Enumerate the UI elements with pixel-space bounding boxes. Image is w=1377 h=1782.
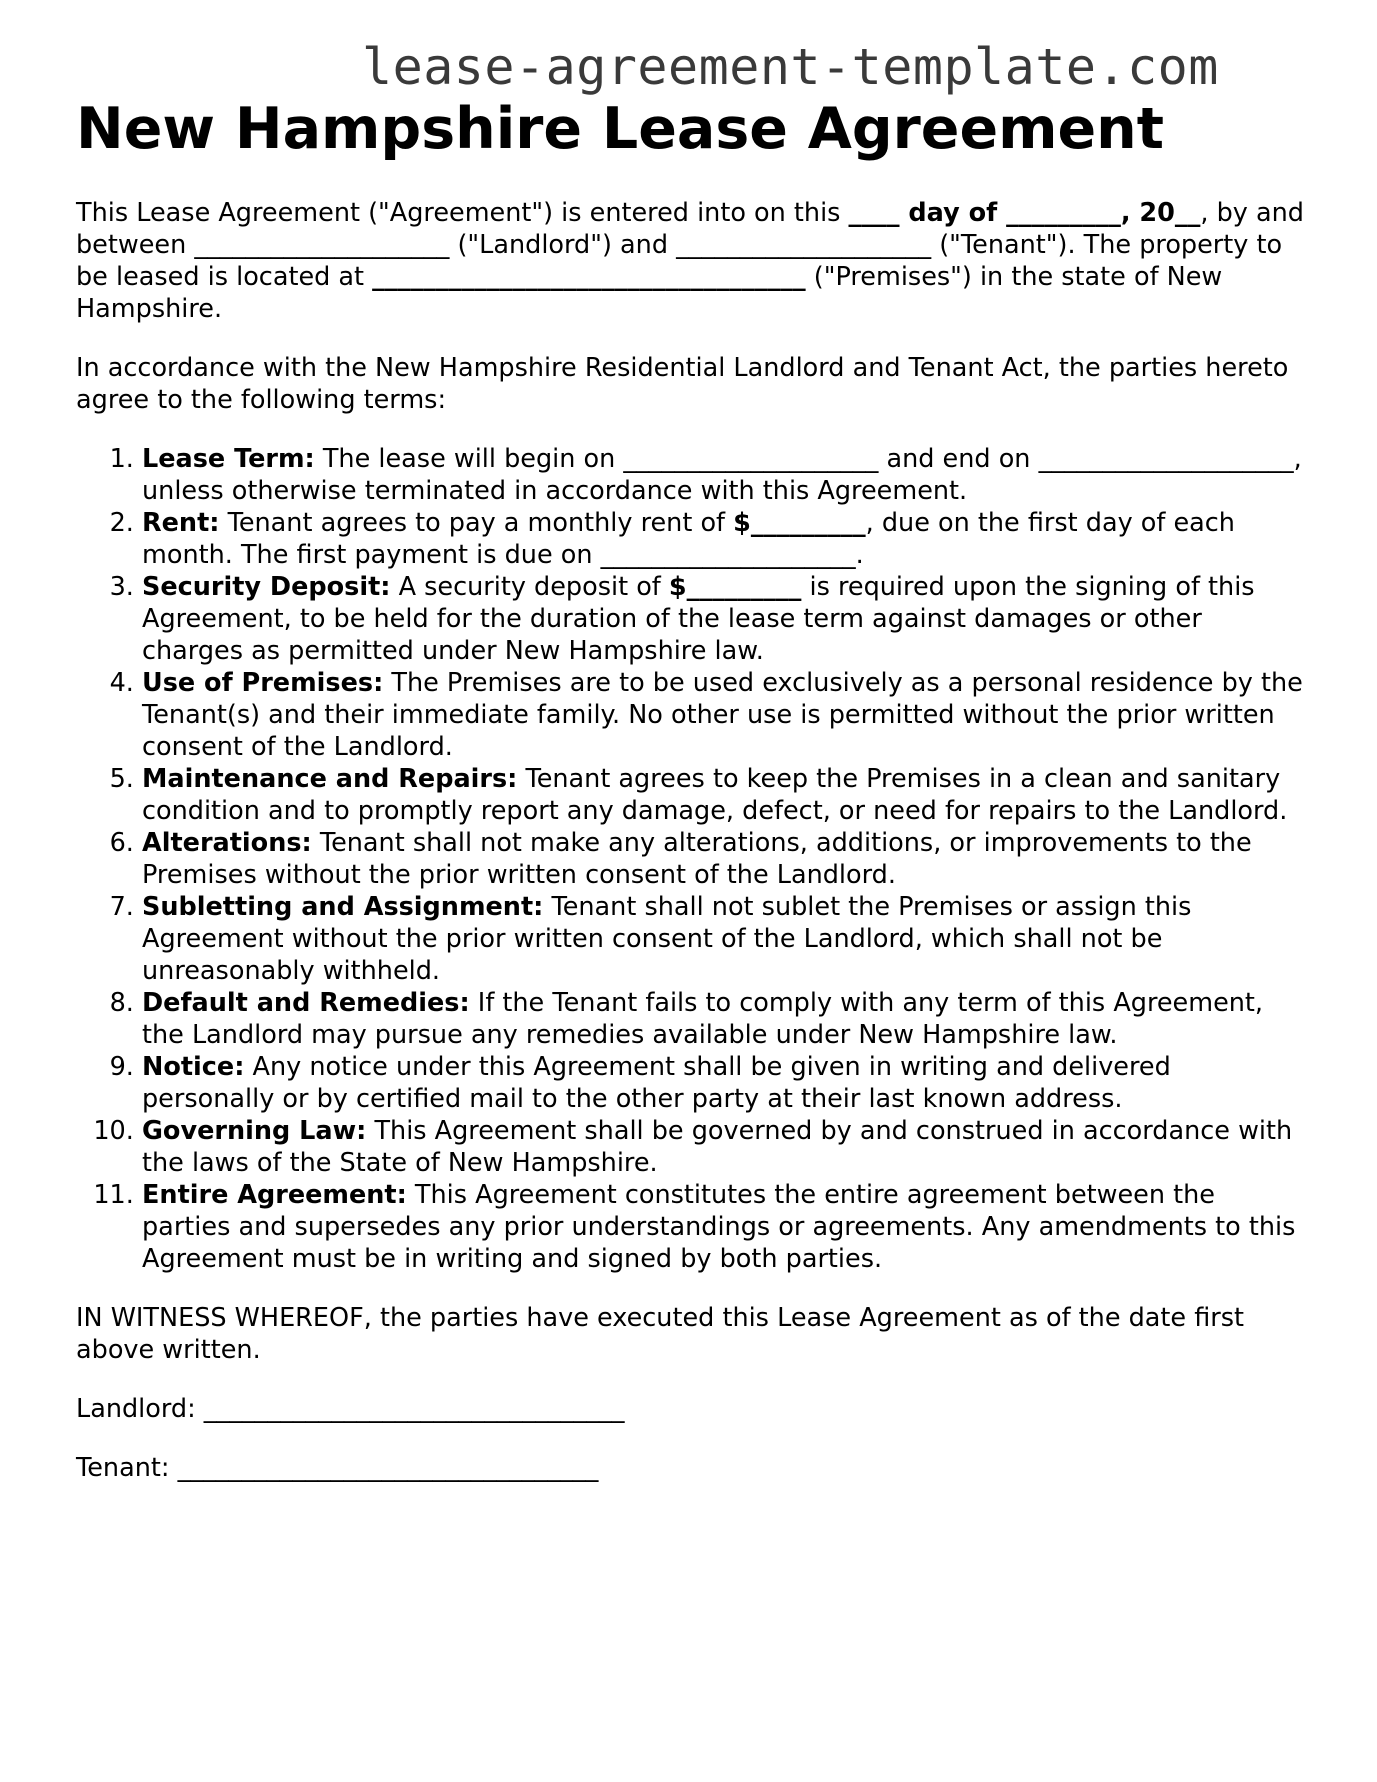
year-blank[interactable]: , 20__ <box>1120 198 1201 228</box>
term-heading: Maintenance and Repairs: <box>142 764 518 794</box>
term-text: . <box>855 540 864 570</box>
document-body <box>76 197 1306 1511</box>
term-heading: Alterations: <box>142 828 312 858</box>
lease-end-blank[interactable]: ____________________ <box>1038 444 1294 474</box>
term-text: The Premises are to be used exclusively as a personal residence by the Tenant(s) and their immediate family. No other use is permitted without the prior written consent of the Landlord. <box>142 668 1303 762</box>
deposit-amount-blank[interactable]: $_________ <box>668 572 802 602</box>
intro-text-2: , by and between <box>76 198 1304 260</box>
intro-text-1: This Lease Agreement ("Agreement") is entered into on this <box>76 198 849 228</box>
term-text: Tenant shall not sublet the Premises or assign this Agreement without the prior written consent of the Landlord, which shall not be unreasonably withheld. <box>142 892 1192 986</box>
term-text: Tenant agrees to keep the Premises in a clean and sanitary condition and to promptly report any damage, defect, or need for repairs to the Landlord. <box>142 764 1288 826</box>
term-text: Any notice under this Agreement shall be given in writing and delivered personally or by certified mail to the other party at their last known address. <box>142 1052 1171 1114</box>
first-payment-date-blank[interactable]: ____________________ <box>600 540 856 570</box>
term-text: , due on the first day of each month. The first payment is due on <box>142 508 1235 570</box>
term-heading: Security Deposit: <box>142 572 391 602</box>
intro-text-3: ("Landlord") and <box>449 230 677 260</box>
landlord-signature-row <box>76 1393 1306 1425</box>
term-text: and end on <box>878 444 1039 474</box>
watermark-site-url: lease-agreement-template.com <box>362 38 1219 96</box>
intro-text-5: ("Premises") in the state of New Hampshire. <box>76 262 1223 324</box>
premises-address-blank[interactable]: __________________________________ <box>372 262 806 292</box>
document-title: New Hampshire Lease Agreement <box>76 96 1164 162</box>
landlord-name-blank[interactable]: ____________________ <box>194 230 450 260</box>
term-notice <box>142 1051 1306 1115</box>
term-heading: Entire Agreement: <box>142 1180 407 1210</box>
term-heading: Default and Remedies: <box>142 988 470 1018</box>
day-blank[interactable]: ____ <box>848 198 900 228</box>
term-default-remedies <box>142 987 1306 1051</box>
term-heading: Lease Term: <box>142 444 315 474</box>
rent-amount-blank[interactable]: $_________ <box>733 508 866 538</box>
tenant-signature-row <box>76 1452 1306 1484</box>
term-text: If the Tenant fails to comply with any term of this Agreement, the Landlord may pursue any remedies available under New Hampshire law. <box>142 988 1264 1050</box>
term-heading: Subletting and Assignment: <box>142 892 544 922</box>
term-text: This Agreement constitutes the entire agreement between the parties and supersedes any prior understandings or agreements. Any amendments to this Agreement must be in writing and signed by both parties. <box>142 1180 1296 1274</box>
term-heading: Rent: <box>142 508 220 538</box>
term-text: Tenant agrees to pay a monthly rent of <box>219 508 734 538</box>
tenant-signature-line[interactable]: _________________________________ <box>177 1453 599 1483</box>
term-governing-law <box>142 1115 1306 1179</box>
tenant-name-blank[interactable]: ____________________ <box>676 230 932 260</box>
term-lease-term <box>142 443 1306 507</box>
intro-paragraph <box>76 197 1306 325</box>
term-heading: Use of Premises: <box>142 668 384 698</box>
term-text: Tenant shall not make any alterations, additions, or improvements to the Premises without the prior written consent of the Landlord. <box>142 828 1252 890</box>
landlord-signature-line[interactable]: _________________________________ <box>203 1394 625 1424</box>
term-entire-agreement <box>142 1179 1306 1275</box>
term-rent <box>142 507 1306 571</box>
term-alterations <box>142 827 1306 891</box>
landlord-signature-label: Landlord: <box>76 1394 204 1424</box>
term-maintenance <box>142 763 1306 827</box>
term-text: The lease will begin on <box>314 444 624 474</box>
lease-start-blank[interactable]: ____________________ <box>623 444 879 474</box>
witness-paragraph: IN WITNESS WHEREOF, the parties have executed this Lease Agreement as of the date first above written. <box>76 1303 1245 1365</box>
month-blank[interactable]: _________ <box>1006 198 1121 228</box>
tenant-signature-label: Tenant: <box>76 1453 178 1483</box>
term-text: is required upon the signing of this Agreement, to be held for the duration of the lease term against damages or other charges as permitted under New Hampshire law. <box>142 572 1255 666</box>
term-subletting <box>142 891 1306 987</box>
term-text: This Agreement shall be governed by and construed in accordance with the laws of the State of New Hampshire. <box>142 1116 1293 1178</box>
term-heading: Governing Law: <box>142 1116 367 1146</box>
term-heading: Notice: <box>142 1052 245 1082</box>
term-use-of-premises <box>142 667 1306 763</box>
intro-text-4: ("Tenant"). The property to be leased is located at <box>76 230 1283 292</box>
preamble-paragraph: In accordance with the New Hampshire Residential Landlord and Tenant Act, the parties hereto agree to the following terms: <box>76 353 1289 415</box>
terms-list <box>76 443 1306 1275</box>
term-text: , unless otherwise terminated in accordance with this Agreement. <box>142 444 1302 506</box>
day-of-label: day of <box>899 198 1007 228</box>
term-security-deposit <box>142 571 1306 667</box>
term-text: A security deposit of <box>390 572 669 602</box>
